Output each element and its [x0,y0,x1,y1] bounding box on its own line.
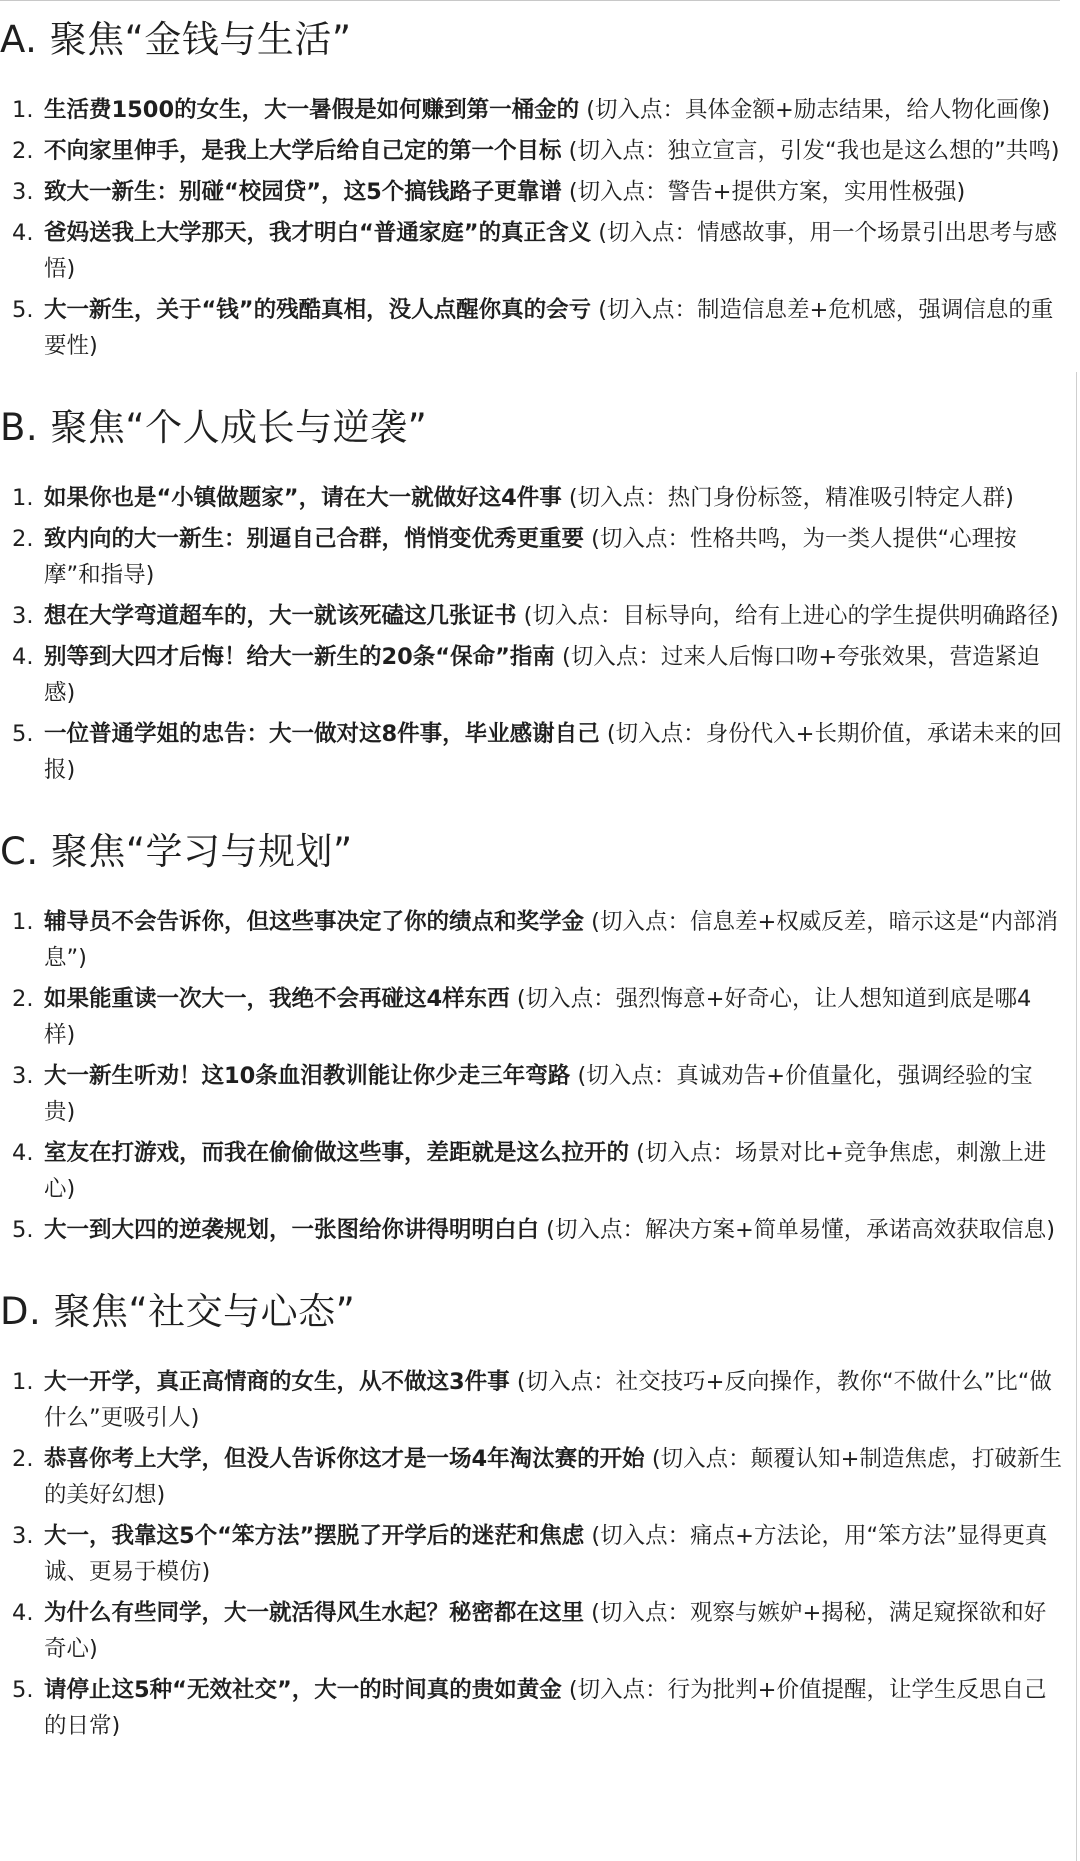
item-title: 为什么有些同学，大一就活得风生水起？秘密都在这里 [44,1600,585,1626]
item-note: (切入点：警告+提供方案，实用性极强) [561,179,966,205]
item-note: (切入点：社交技巧+反向操作，教你“不做什么”比“做什么”更吸引人) [44,1369,1052,1431]
item-title: 想在大学弯道超车的，大一就该死磕这几张证书 [44,603,517,629]
list-item [0,480,1062,516]
item-note: (切入点：独立宣言，引发“我也是这么想的”共鸣) [561,138,1060,164]
list-item [0,133,1062,169]
item-note: (切入点：强烈悔意+好奇心，让人想知道到底是哪4样) [44,986,1032,1048]
item-title: 致内向的大一新生：别逼自己合群，悄悄变优秀更重要 [44,526,585,552]
item-title: 生活费1500的女生，大一暑假是如何赚到第一桶金的 [44,97,580,123]
item-title: 爸妈送我上大学那天，我才明白“普通家庭”的真正含义 [44,220,592,246]
section-heading-a: A. 聚焦“金钱与生活” [0,18,352,61]
item-title: 如果能重读一次大一，我绝不会再碰这4样东西 [44,986,510,1012]
list-number: 5. [12,1217,34,1243]
list-item [0,1135,1062,1207]
list-number: 2. [12,138,34,164]
item-title: 一位普通学姐的忠告：大一做对这8件事，毕业感谢自己 [44,721,600,747]
section-heading-c: C. 聚焦“学习与规划” [0,830,353,873]
item-title: 大一，我靠这5个“笨方法”摆脱了开学后的迷茫和焦虑 [44,1523,585,1549]
section-heading-b: B. 聚焦“个人成长与逆袭” [0,406,428,449]
item-title: 不向家里伸手，是我上大学后给自己定的第一个目标 [44,138,562,164]
list-number: 4. [12,1600,34,1626]
list-item [0,1595,1062,1667]
list-item [0,639,1062,711]
list-number: 3. [12,179,34,205]
list-number: 5. [12,721,34,747]
item-note: (切入点：目标导向，给有上进心的学生提供明确路径) [516,603,1059,629]
list-number: 1. [12,485,34,511]
list-item [0,1364,1062,1436]
item-note: (切入点：身份代入+长期价值，承诺未来的回报) [44,721,1062,783]
list-number: 5. [12,297,34,323]
item-title: 如果你也是“小镇做题家”，请在大一就做好这4件事 [44,485,562,511]
item-note: (切入点：具体金额+励志结果，给人物化画像) [579,97,1051,123]
top-divider [0,0,1060,1]
item-note: (切入点：真诚劝告+价值量化，强调经验的宝贵) [44,1063,1033,1125]
item-title: 大一开学，真正高情商的女生，从不做这3件事 [44,1369,510,1395]
scroll-edge-divider [1076,372,1077,1861]
section-a-list [0,92,1062,364]
list-item [0,292,1062,364]
item-note: (切入点：痛点+方法论，用“笨方法”显得更真诚、更易于模仿) [44,1523,1048,1585]
section-heading-d: D. 聚焦“社交与心态” [0,1290,356,1333]
list-number: 1. [12,909,34,935]
list-number: 2. [12,526,34,552]
list-item [0,598,1062,634]
list-item [0,1058,1062,1130]
item-title: 大一到大四的逆袭规划，一张图给你讲得明明白白 [44,1217,540,1243]
list-item [0,716,1062,788]
item-title: 别等到大四才后悔！给大一新生的20条“保命”指南 [44,644,555,670]
item-note: (切入点：信息差+权威反差，暗示这是“内部消息”) [44,909,1058,971]
item-note: (切入点：性格共鸣，为一类人提供“心理按摩”和指导) [44,526,1017,588]
item-note: (切入点：情感故事，用一个场景引出思考与感悟) [44,220,1058,282]
list-item [0,1672,1062,1744]
item-note: (切入点：热门身份标签，精准吸引特定人群) [561,485,1014,511]
item-note: (切入点：过来人后悔口吻+夸张效果，营造紧迫感) [44,644,1040,706]
list-number: 3. [12,1523,34,1549]
document-body [0,10,1062,1749]
list-item [0,174,1062,210]
list-number: 5. [12,1677,34,1703]
item-note: (切入点：行为批判+价值提醒，让学生反思自己的日常) [44,1677,1047,1739]
list-item [0,904,1062,976]
list-item [0,1212,1062,1248]
list-number: 4. [12,644,34,670]
list-item [0,521,1062,593]
section-c-list [0,904,1062,1248]
item-note: (切入点：解决方案+简单易懂，承诺高效获取信息) [539,1217,1056,1243]
list-number: 1. [12,97,34,123]
list-number: 4. [12,220,34,246]
item-title: 恭喜你考上大学，但没人告诉你这才是一场4年淘汰赛的开始 [44,1446,645,1472]
list-item [0,92,1062,128]
item-note: (切入点：观察与嫉妒+揭秘，满足窥探欲和好奇心) [44,1600,1047,1662]
item-title: 致大一新生：别碰“校园贷”，这5个搞钱路子更靠谱 [44,179,562,205]
section-b-list [0,480,1062,788]
list-number: 1. [12,1369,34,1395]
item-title: 室友在打游戏，而我在偷偷做这些事，差距就是这么拉开的 [44,1140,630,1166]
list-number: 2. [12,1446,34,1472]
item-title: 辅导员不会告诉你，但这些事决定了你的绩点和奖学金 [44,909,585,935]
list-number: 3. [12,1063,34,1089]
item-note: (切入点：制造信息差+危机感，强调信息的重要性) [44,297,1054,359]
item-title: 大一新生听劝！这10条血泪教训能让你少走三年弯路 [44,1063,571,1089]
item-title: 大一新生，关于“钱”的残酷真相，没人点醒你真的会亏 [44,297,592,323]
list-item [0,1441,1062,1513]
list-item [0,1518,1062,1590]
list-number: 2. [12,986,34,1012]
item-note: (切入点：场景对比+竞争焦虑，刺激上进心) [44,1140,1047,1202]
list-number: 3. [12,603,34,629]
item-title: 请停止这5种“无效社交”，大一的时间真的贵如黄金 [44,1677,562,1703]
list-number: 4. [12,1140,34,1166]
list-item [0,981,1062,1053]
section-d-list [0,1364,1062,1744]
item-note: (切入点：颠覆认知+制造焦虑，打破新生的美好幻想) [44,1446,1062,1508]
list-item [0,215,1062,287]
